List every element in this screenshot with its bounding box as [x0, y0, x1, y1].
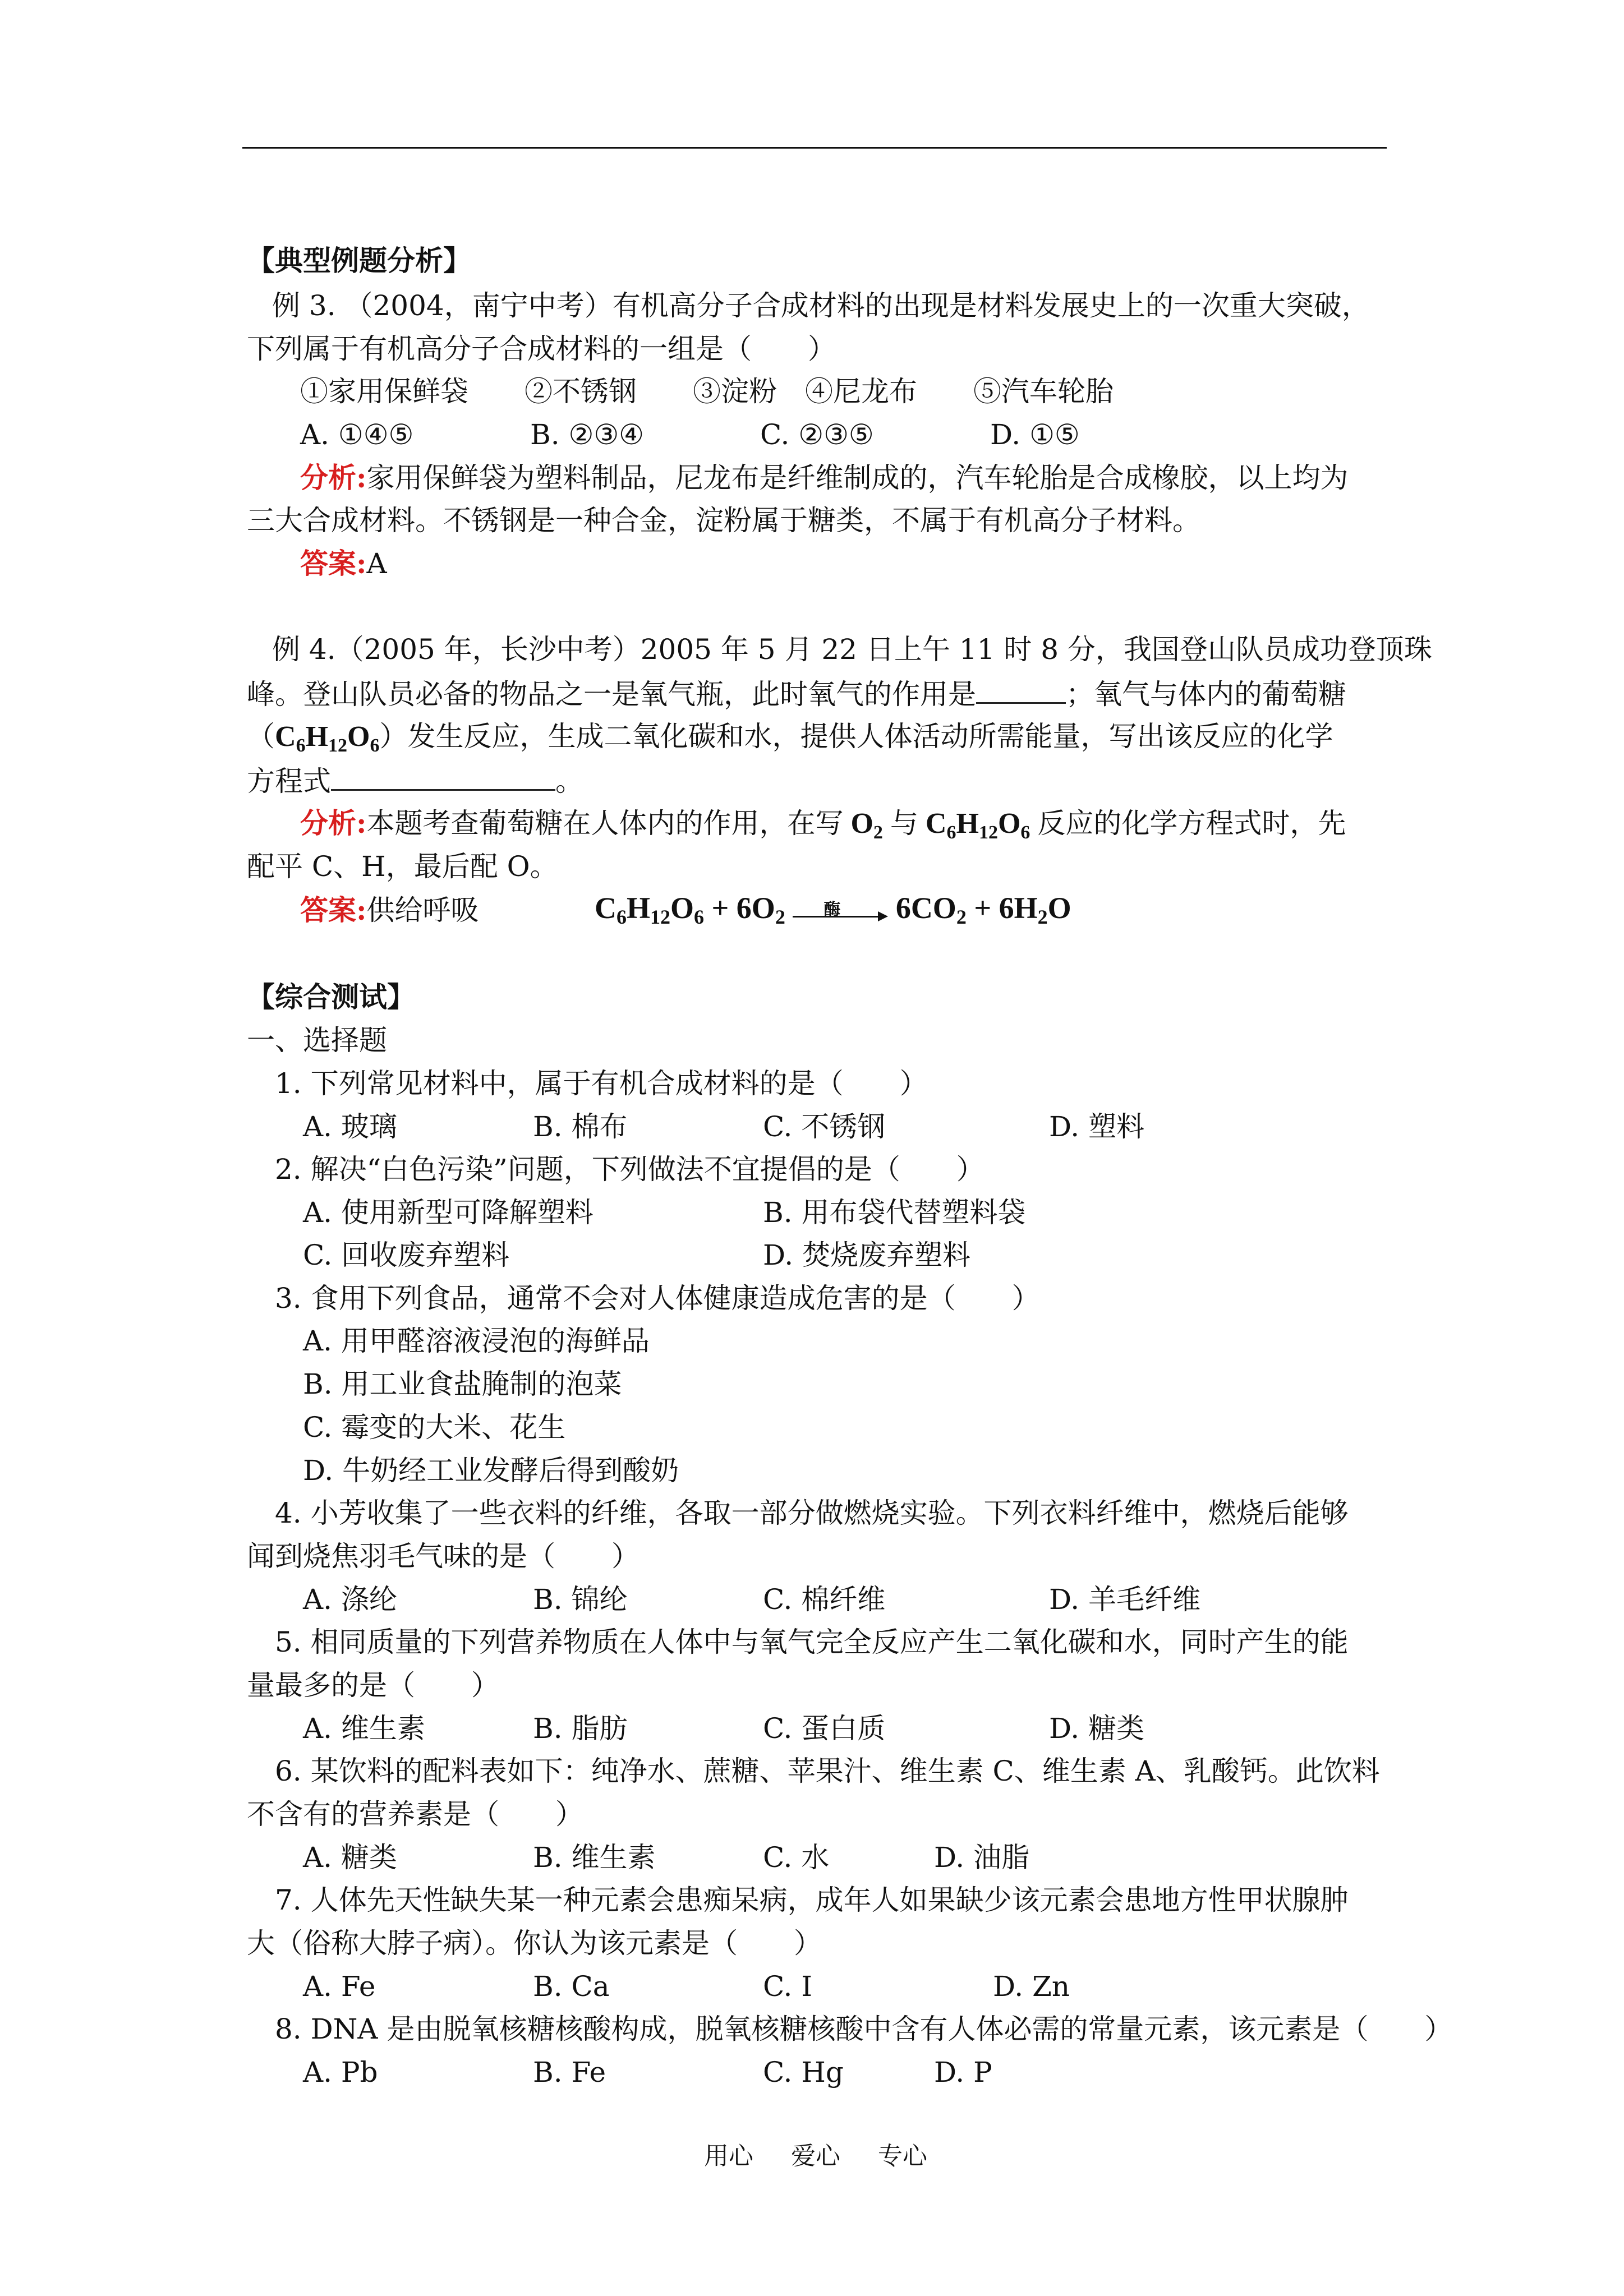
ex4-analysis-line1 — [300, 806, 1346, 843]
ex4-line4 — [247, 767, 583, 795]
ex3-line2: 下列属于有机高分子合成材料的一组是（ ） — [247, 333, 836, 365]
ex4-answer-label: 答案: — [300, 893, 367, 926]
section-title-examples: 【典型例题分析】 — [247, 244, 471, 277]
q6-stem-line1: 6. 某饮料的配料表如下：纯净水、蔗糖、苹果汁、维生素 C、维生素 A、乳酸钙。此饮料 — [275, 1755, 1380, 1787]
q5-option-b: B. 脂肪 — [533, 1712, 628, 1745]
q4-option-b: B. 锦纶 — [533, 1583, 628, 1616]
ex4-line4-text-b: 。 — [555, 765, 583, 797]
q1-option-d: D. 塑料 — [1049, 1110, 1145, 1143]
q5-option-a: A. 维生素 — [303, 1712, 425, 1745]
ex3-analysis-text: 家用保鲜袋为塑料制品，尼龙布是纤维制成的，汽车轮胎是合成橡胶，以上均为 — [366, 462, 1349, 494]
q3-stem: 3. 食用下列食品，通常不会对人体健康造成危害的是（ ） — [275, 1282, 1040, 1315]
ex3-analysis-line2: 三大合成材料。不锈钢是一种合金，淀粉属于糖类，不属于有机高分子材料。 — [247, 504, 1200, 537]
q1-stem: 1. 下列常见材料中，属于有机合成材料的是（ ） — [275, 1067, 928, 1100]
q2-option-d: D. 焚烧废弃塑料 — [763, 1239, 971, 1271]
q8-option-a: A. Pb — [303, 2056, 378, 2088]
q8-option-c: C. Hg — [763, 2056, 844, 2088]
ex3-option-c: C. ②③⑤ — [760, 418, 874, 451]
q7-stem-line2: 大（俗称大脖子病）。你认为该元素是（ ） — [247, 1927, 822, 1960]
ex3-option-a: A. ①④⑤ — [300, 418, 414, 451]
q2-stem: 2. 解决“白色污染”问题，下列做法不宜提倡的是（ ） — [275, 1153, 984, 1186]
glucose-formula: $C_6H_{12}O_6$ — [275, 721, 380, 756]
ex4-line3-open: （ — [247, 720, 275, 753]
q3-option-c: C. 霉变的大米、花生 — [303, 1411, 566, 1444]
q4-option-a: A. 涤纶 — [303, 1583, 397, 1616]
section-title-test: 【综合测试】 — [247, 980, 415, 1013]
q2-option-b: B. 用布袋代替塑料袋 — [763, 1196, 1026, 1229]
reaction-arrow-icon — [793, 900, 888, 923]
q6-option-d: D. 油脂 — [934, 1841, 1030, 1874]
ex4-line3 — [247, 720, 1333, 756]
ex4-answer — [300, 893, 479, 926]
ex3-analysis-label: 分析: — [300, 461, 367, 494]
ex4-line1: 例 4.（2005 年，长沙中考）2005 年 5 月 22 日上午 11 时 8 分，我国登山队员成功登顶珠 — [272, 633, 1432, 666]
q5-stem-line2: 量最多的是（ ） — [247, 1669, 499, 1702]
ex3-analysis-line1 — [300, 461, 1349, 494]
header-rule — [242, 147, 1387, 149]
ex3-answer-label: 答案: — [300, 547, 367, 580]
q4-option-d: D. 羊毛纤维 — [1049, 1583, 1201, 1616]
chemical-equation: $C_6H_{12}O_6 + 6O_2$ 酶 $6CO_2 + 6H_2O$ — [595, 891, 1071, 928]
q4-option-c: C. 棉纤维 — [763, 1583, 886, 1616]
q6-option-c: C. 水 — [763, 1841, 830, 1874]
ex3-answer — [300, 547, 387, 580]
ex3-option-d: D. ①⑤ — [990, 418, 1080, 451]
ex3-option-b: B. ②③④ — [530, 418, 645, 451]
oxygen-formula: $O_2$ — [843, 808, 883, 843]
ex4-line2-text-b: ；氧气与体内的葡萄糖 — [1066, 678, 1346, 711]
q3-option-b: B. 用工业食盐腌制的泡菜 — [303, 1368, 622, 1400]
ex4-line3-text: ）发生反应，生成二氧化碳和水，提供人体活动所需能量，写出该反应的化学 — [379, 720, 1333, 753]
q8-option-d: D. P — [934, 2056, 992, 2088]
footer-word-2: 爱心 — [791, 2142, 840, 2170]
ex4-blank-2[interactable] — [331, 767, 555, 791]
ex4-line2 — [247, 678, 1346, 711]
q6-option-a: A. 糖类 — [303, 1841, 397, 1874]
q5-option-c: C. 蛋白质 — [763, 1712, 886, 1745]
q7-option-a: A. Fe — [303, 1970, 376, 2003]
q6-option-b: B. 维生素 — [533, 1841, 656, 1874]
q1-option-a: A. 玻璃 — [303, 1110, 397, 1143]
ex3-answer-value: A — [366, 547, 387, 580]
q5-option-d: D. 糖类 — [1049, 1712, 1145, 1745]
q4-stem-line1: 4. 小芳收集了一些衣料的纤维，各取一部分做燃烧实验。下列衣料纤维中，燃烧后能够 — [275, 1497, 1349, 1529]
q8-option-b: B. Fe — [533, 2056, 606, 2088]
q3-option-d: D. 牛奶经工业发酵后得到酸奶 — [303, 1454, 679, 1487]
ex4-blank-1[interactable] — [976, 680, 1066, 704]
q1-option-c: C. 不锈钢 — [763, 1110, 886, 1143]
ex4-analysis-line2: 配平 C、H，最后配 O。 — [247, 850, 558, 883]
q7-option-d: D. Zn — [993, 1970, 1070, 2003]
q1-option-b: B. 棉布 — [533, 1110, 628, 1143]
ex4-analysis-label: 分析: — [300, 806, 367, 840]
q3-option-a: A. 用甲醛溶液浸泡的海鲜品 — [303, 1325, 650, 1357]
glucose-formula-2: $C_6H_{12}O_6$ — [918, 808, 1030, 843]
ex4-answer-value: 供给呼吸 — [366, 894, 479, 926]
ex3-line1: 例 3. （2004，南宁中考）有机高分子合成材料的出现是材料发展史上的一次重大突破， — [272, 289, 1370, 322]
ex3-items: ①家用保鲜袋 ②不锈钢 ③淀粉 ④尼龙布 ⑤汽车轮胎 — [300, 375, 1114, 408]
q8-stem: 8. DNA 是由脱氧核糖核酸构成，脱氧核糖核酸中含有人体必需的常量元素，该元素是（ ） — [275, 2013, 1453, 2045]
q7-option-c: C. I — [763, 1970, 813, 2003]
footer-word-3: 专心 — [878, 2142, 927, 2170]
ex4-line2-text-a: 峰。登山队员必备的物品之一是氧气瓶，此时氧气的作用是 — [247, 678, 976, 711]
q7-option-b: B. Ca — [533, 1970, 610, 2003]
q6-stem-line2: 不含有的营养素是（ ） — [247, 1798, 583, 1831]
q7-stem-line1: 7. 人体先天性缺失某一种元素会患痴呆病，成年人如果缺少该元素会患地方性甲状腺肿 — [275, 1884, 1349, 1916]
ex4-analysis-text-b: 与 — [890, 807, 918, 840]
q4-stem-line2: 闻到烧焦羽毛气味的是（ ） — [247, 1540, 640, 1573]
catalyst-label: 酶 — [823, 900, 841, 920]
ex4-analysis-text-a: 本题考查葡萄糖在人体内的作用，在写 — [366, 807, 844, 840]
q2-option-c: C. 回收废弃塑料 — [303, 1239, 510, 1271]
ex4-line4-text-a: 方程式 — [247, 765, 331, 797]
q2-option-a: A. 使用新型可降解塑料 — [303, 1196, 594, 1229]
part-heading: 一、选择题 — [247, 1024, 387, 1057]
footer-word-1: 用心 — [704, 2142, 753, 2170]
q5-stem-line1: 5. 相同质量的下列营养物质在人体中与氧气完全反应产生二氧化碳和水，同时产生的能 — [275, 1626, 1349, 1658]
ex4-analysis-text-c: 反应的化学方程式时，先 — [1037, 807, 1346, 840]
